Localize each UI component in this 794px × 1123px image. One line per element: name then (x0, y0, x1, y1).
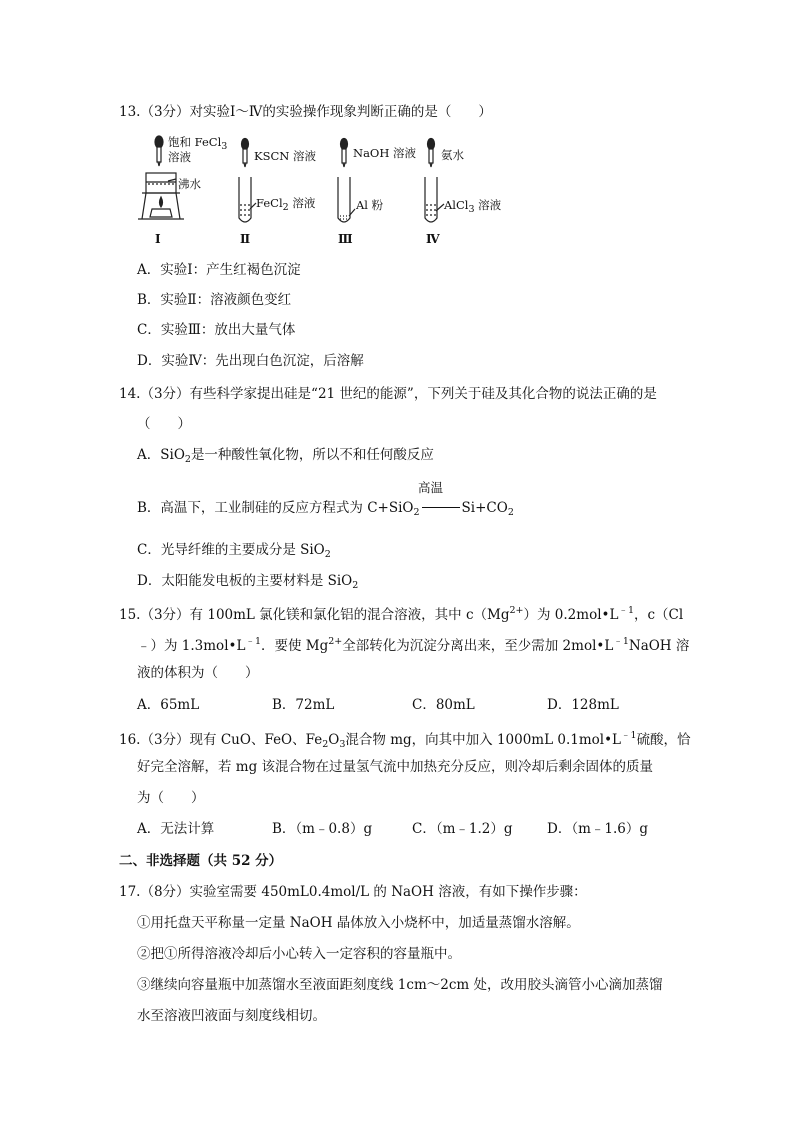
exp3-numeral: Ⅲ (338, 232, 353, 246)
q14-option-d: D．太阳能发电板的主要材料是 SiO$_2$ (137, 573, 359, 591)
q14-option-a: A．SiO$_2$是一种酸性氧化物，所以不和任何酸反应 (137, 447, 434, 465)
q17-step-1: ①用托盘天平称量一定量 NaOH 晶体放入小烧杯中，加适量蒸馏水溶解。 (137, 915, 580, 931)
q16-option-a: A．无法计算 (137, 821, 215, 837)
q16-stem-line1: 16.（3分）现有 CuO、FeO、$Fe_2O_3$混合物 mg，向其中加入 1000mL $0.1mol•L^{﹣1}$硫酸，恰 (119, 730, 691, 750)
q14-option-b: B．高温下，工业制硅的反应方程式为 C+SiO$_2$ $Si+CO_2$ (137, 500, 514, 518)
exp4-numeral: Ⅳ (426, 232, 440, 246)
exp1-reagent-label-line2: 溶液 (168, 150, 191, 164)
exp1-reagent-label: 饱和 FeCl$_3$ (168, 135, 228, 152)
q13-option-c: C．实验Ⅲ：放出大量气体 (137, 322, 296, 338)
q13-stem: 13.（3分）对实验Ⅰ～Ⅳ的实验操作现象判断正确的是（ ） (119, 104, 492, 120)
q15-stem-line1: 15.（3分）有 100mL 氯化镁和氯化铝的混合溶液，其中 $c(Mg^{2+})$为 $0.2mol•L^{﹣1}$，c（Cl (119, 605, 684, 623)
q13-apparatus-figure (128, 133, 508, 253)
reaction-arrow-line (422, 507, 460, 508)
q16-stem-line3: 为（ ） (137, 790, 205, 806)
q15-stem-line2: ﹣）为 $1.3mol•L^{﹣1}$．要使 $Mg^{2+}$全部转化为沉淀分离出来，至少需加 $2mol•L^{﹣1}NaOH$ 溶 (137, 636, 690, 654)
exp4-reagent-label: 氨水 (441, 148, 464, 162)
exp1-numeral: Ⅰ (155, 232, 161, 246)
q16-option-c: C．（m﹣1.2）g (412, 821, 513, 837)
q14-option-c: C．光导纤维的主要成分是 SiO$_2$ (137, 542, 331, 560)
q17-stem: 17.（8分）实验室需要 450mL0.4mol/L 的 NaOH 溶液，有如下操作步骤： (119, 884, 587, 900)
q13-option-a: A．实验Ⅰ：产生红褐色沉淀 (137, 262, 301, 278)
q16-option-b: B．（m﹣0.8）g (272, 821, 373, 837)
exp2-tube-label: FeCl$_2$ 溶液 (256, 196, 316, 213)
q13-option-b: B．实验Ⅱ：溶液颜色变红 (137, 292, 292, 308)
exp3-reagent-label: NaOH 溶液 (353, 146, 417, 160)
q15-option-d: D．128mL (547, 697, 619, 713)
section-2-heading: 二、非选择题（共 52 分） (119, 853, 283, 869)
exp4-tube-label: AlCl$_3$ 溶液 (444, 198, 502, 215)
exp2-numeral: Ⅱ (240, 232, 251, 246)
q15-option-a: A．65mL (137, 697, 200, 713)
q16-option-d: D．（m﹣1.6）g (547, 821, 648, 837)
q17-step-3-line1: ③继续向容量瓶中加蒸馏水至液面距刻度线 1cm～2cm 处，改用胶头滴管小心滴加蒸馏 (137, 977, 663, 993)
q16-stem-line2: 好完全溶解，若 mg 该混合物在过量氢气流中加热充分反应，则冷却后剩余固体的质量 (137, 759, 654, 775)
q17-step-3-line2: 水至溶液凹液面与刻度线相切。 (137, 1008, 326, 1024)
q14-stem-line1: 14.（3分）有些科学家提出硅是“21 世纪的能源”，下列关于硅及其化合物的说法正确的是 (119, 386, 657, 402)
exp3-tube-label: Al 粉 (356, 198, 384, 212)
q14-reaction-condition: 高温 (418, 480, 444, 495)
q13-option-d: D．实验Ⅳ：先出现白色沉淀，后溶解 (137, 353, 364, 369)
q15-stem-line3: 液的体积为（ ） (137, 665, 259, 681)
q17-step-2: ②把①所得溶液冷却后小心转入一定容积的容量瓶中。 (137, 946, 461, 962)
q14-stem-line2: （ ） (137, 416, 191, 432)
q15-option-b: B．72mL (272, 697, 335, 713)
exp1-vessel-label: 沸水 (178, 177, 201, 191)
q15-option-c: C．80mL (412, 697, 475, 713)
exp2-reagent-label: KSCN 溶液 (254, 149, 316, 163)
